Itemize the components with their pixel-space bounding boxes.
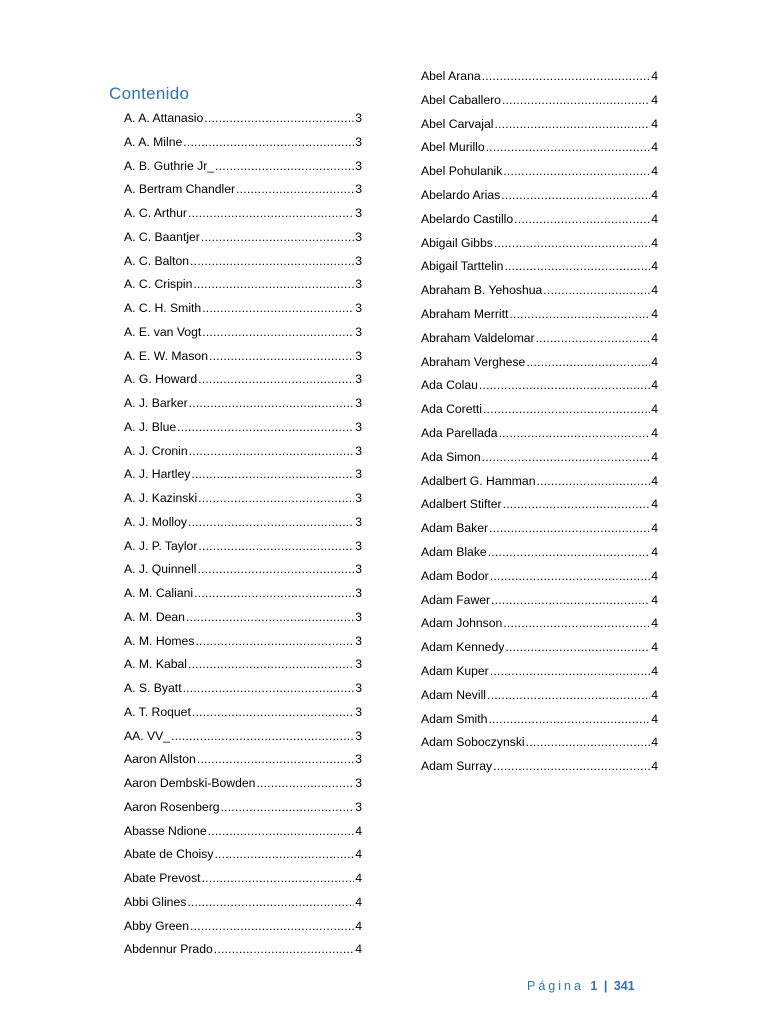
toc-entry-name: Abby Green xyxy=(124,918,190,933)
toc-entry-name: Abraham Merritt xyxy=(421,306,509,321)
toc-entry-page: 3 xyxy=(355,562,362,577)
toc-dot-leader xyxy=(189,393,355,413)
toc-entry[interactable] xyxy=(124,298,362,322)
toc-entry-name: A. J. Kazinski xyxy=(124,491,198,505)
toc-entry-name: A. J. Barker xyxy=(124,396,188,410)
toc-entry[interactable] xyxy=(124,536,362,560)
toc-entry[interactable] xyxy=(421,114,658,138)
toc-dot-leader xyxy=(503,494,651,514)
page-footer xyxy=(527,979,635,993)
toc-dot-leader xyxy=(190,916,354,936)
toc-dot-leader xyxy=(190,251,354,271)
toc-entry-name: A. M. Kabal xyxy=(124,657,187,672)
toc-entry-name: Abel Pohulanik xyxy=(421,164,503,179)
toc-dot-leader xyxy=(489,518,650,538)
toc-entry-page: 4 xyxy=(651,640,658,655)
toc-left-column xyxy=(124,108,362,963)
toc-entry-page: 4 xyxy=(355,942,362,957)
toc-entry[interactable] xyxy=(421,566,658,590)
toc-dot-leader xyxy=(188,203,354,223)
toc-entry[interactable] xyxy=(421,613,658,637)
toc-entry-name: A. J. Molloy xyxy=(124,514,187,529)
toc-entry[interactable] xyxy=(421,542,658,566)
toc-entry-page: 4 xyxy=(651,378,658,393)
toc-dot-leader xyxy=(490,566,650,586)
toc-entry-name: Abbi Glines xyxy=(124,894,187,909)
toc-entry-name: A. E. van Vogt xyxy=(124,324,202,339)
toc-entry-page: 4 xyxy=(651,330,658,345)
toc-entry-name: Abigail Gibbs xyxy=(421,235,493,250)
toc-dot-leader xyxy=(491,590,650,610)
toc-entry-name: Ada Coretti xyxy=(421,402,482,417)
toc-entry-page: 3 xyxy=(355,609,362,624)
toc-entry-name: Adam Blake xyxy=(421,544,487,559)
toc-dot-leader xyxy=(214,939,354,959)
toc-entry-page: 4 xyxy=(651,568,658,583)
toc-dot-leader xyxy=(488,542,651,562)
toc-entry-name: Adalbert Stifter xyxy=(421,497,502,512)
toc-entry-page: 4 xyxy=(651,140,658,155)
toc-dot-leader xyxy=(536,471,650,491)
toc-dot-leader xyxy=(202,322,354,342)
toc-entry-page: 4 xyxy=(651,259,658,274)
toc-entry[interactable] xyxy=(421,447,658,471)
toc-entry-page: 4 xyxy=(651,283,658,298)
toc-entry-name: A. M. Caliani xyxy=(124,586,194,600)
toc-entry-name: A. C. Balton xyxy=(124,253,190,268)
toc-entry-page: 3 xyxy=(355,229,362,244)
toc-entry-page: 4 xyxy=(651,449,658,464)
toc-entry-page: 4 xyxy=(651,663,658,678)
toc-dot-leader xyxy=(501,185,650,205)
toc-dot-leader xyxy=(504,256,650,276)
toc-entry[interactable] xyxy=(124,156,362,180)
toc-entry-name: A. B. Guthrie Jr_ xyxy=(124,158,215,173)
toc-dot-leader xyxy=(493,756,650,776)
toc-entry[interactable] xyxy=(421,375,658,399)
toc-entry-page: 3 xyxy=(355,396,362,410)
toc-entry-page: 4 xyxy=(651,187,658,202)
toc-entry[interactable] xyxy=(421,185,658,209)
toc-entry[interactable] xyxy=(124,726,362,750)
toc-entry[interactable] xyxy=(124,821,362,845)
toc-entry[interactable] xyxy=(421,66,658,90)
toc-dot-leader xyxy=(536,328,651,348)
toc-entry-name: Abigail Tarttelin xyxy=(421,259,504,274)
toc-entry[interactable] xyxy=(124,179,362,203)
toc-entry-name: Abel Caballero xyxy=(421,92,501,107)
toc-entry-page: 4 xyxy=(651,69,658,83)
toc-entry-page: 3 xyxy=(355,752,362,767)
toc-dot-leader xyxy=(543,280,650,300)
toc-entry-name: Abraham B. Yehoshua xyxy=(421,283,543,298)
toc-entry-name: Abraham Verghese xyxy=(421,354,526,369)
toc-entry-page: 4 xyxy=(651,402,658,417)
toc-entry[interactable] xyxy=(124,108,362,132)
toc-entry-page: 3 xyxy=(355,253,362,268)
toc-right-column xyxy=(421,66,658,780)
toc-entry-name: Adam Smith xyxy=(421,711,488,726)
toc-entry-name: A. J. P. Taylor xyxy=(124,538,198,553)
toc-entry-page: 3 xyxy=(355,372,362,387)
toc-dot-leader xyxy=(490,661,650,681)
toc-entry[interactable] xyxy=(124,274,362,298)
toc-entry-name: A. J. Cronin xyxy=(124,443,188,458)
toc-dot-leader xyxy=(187,892,354,912)
toc-dot-leader xyxy=(191,464,354,484)
toc-entry[interactable] xyxy=(421,399,658,423)
toc-dot-leader xyxy=(487,685,650,705)
toc-entry[interactable] xyxy=(124,464,362,488)
toc-dot-leader xyxy=(526,352,650,372)
toc-entry[interactable] xyxy=(421,756,658,780)
toc-entry[interactable] xyxy=(124,132,362,156)
toc-entry-page: 4 xyxy=(651,425,658,440)
toc-entry[interactable] xyxy=(124,631,362,655)
toc-dot-leader xyxy=(183,678,355,698)
toc-entry-name: A. J. Hartley xyxy=(124,467,191,482)
toc-entry[interactable] xyxy=(421,709,658,733)
toc-entry-page: 4 xyxy=(355,894,362,909)
toc-entry[interactable] xyxy=(421,685,658,709)
toc-dot-leader xyxy=(256,773,354,793)
toc-entry-page: 3 xyxy=(355,111,362,125)
toc-entry-name: A. C. H. Smith xyxy=(124,301,202,315)
toc-entry-name: A. C. Baantjer xyxy=(124,229,200,244)
toc-entry[interactable] xyxy=(124,773,362,797)
toc-entry-page: 4 xyxy=(651,592,658,607)
toc-dot-leader xyxy=(503,613,650,633)
toc-dot-leader xyxy=(193,274,354,294)
toc-dot-leader xyxy=(494,114,650,134)
toc-dot-leader xyxy=(208,821,355,841)
toc-entry[interactable] xyxy=(124,868,362,892)
toc-entry-page: 3 xyxy=(355,538,362,553)
toc-entry-name: Ada Parellada xyxy=(421,425,498,440)
toc-dot-leader xyxy=(197,559,354,579)
toc-entry-name: Aaron Dembski-Bowden xyxy=(124,776,256,790)
toc-entry[interactable] xyxy=(124,203,362,227)
toc-dot-leader xyxy=(509,304,650,324)
toc-entry[interactable] xyxy=(124,678,362,702)
toc-dot-leader xyxy=(186,607,354,627)
toc-dot-leader xyxy=(195,631,354,651)
toc-entry-page: 4 xyxy=(651,306,658,321)
toc-entry-page: 3 xyxy=(355,799,362,814)
toc-entry-name: A. E. W. Mason xyxy=(124,348,208,363)
toc-entry-name: A. M. Homes xyxy=(124,633,195,648)
toc-entry[interactable] xyxy=(421,137,658,161)
toc-dot-leader xyxy=(479,375,650,395)
toc-entry-name: Abelardo Arias xyxy=(421,187,501,202)
toc-entry-name: Adam Nevill xyxy=(421,687,487,702)
toc-entry[interactable] xyxy=(124,512,362,536)
toc-entry-name: Adam Soboczynski xyxy=(421,735,525,750)
toc-entry[interactable] xyxy=(124,607,362,631)
toc-entry-page: 3 xyxy=(355,681,362,695)
toc-entry-page: 3 xyxy=(355,134,362,149)
toc-entry[interactable] xyxy=(124,393,362,417)
toc-dot-leader xyxy=(505,637,650,657)
footer-page-number: 1 xyxy=(590,979,598,993)
toc-entry[interactable] xyxy=(124,322,362,346)
toc-entry[interactable] xyxy=(421,233,658,257)
toc-entry-name: A. J. Quinnell xyxy=(124,562,197,577)
toc-entry-page: 4 xyxy=(651,92,658,107)
toc-entry-page: 3 xyxy=(355,657,362,672)
toc-entry-name: Abasse Ndione xyxy=(124,823,207,838)
toc-entry-page: 4 xyxy=(651,211,658,226)
toc-dot-leader xyxy=(192,702,354,722)
toc-entry-page: 3 xyxy=(355,206,362,220)
toc-dot-leader xyxy=(503,161,650,181)
toc-entry-name: Adam Johnson xyxy=(421,616,503,631)
toc-entry-name: A. J. Blue xyxy=(124,419,177,434)
toc-entry-page: 4 xyxy=(355,847,362,862)
toc-entry-page: 3 xyxy=(355,704,362,719)
toc-entry-name: Abel Arana xyxy=(421,69,481,83)
toc-entry-page: 4 xyxy=(651,473,658,488)
toc-entry-name: A. C. Crispin xyxy=(124,277,193,292)
toc-entry-page: 4 xyxy=(651,235,658,250)
toc-entry-page: 3 xyxy=(355,633,362,648)
toc-dot-leader xyxy=(482,66,651,86)
toc-entry-name: AA. VV_ xyxy=(124,728,171,743)
toc-entry[interactable] xyxy=(124,797,362,821)
toc-entry-page: 4 xyxy=(651,759,658,774)
toc-dot-leader xyxy=(502,90,650,110)
toc-entry-name: Aaron Rosenberg xyxy=(124,799,220,814)
toc-entry[interactable] xyxy=(421,280,658,304)
toc-entry[interactable] xyxy=(124,892,362,916)
toc-entry[interactable] xyxy=(421,590,658,614)
toc-dot-leader xyxy=(214,844,354,864)
toc-title: Contenido xyxy=(109,84,190,103)
toc-dot-leader xyxy=(499,423,651,443)
toc-entry[interactable] xyxy=(421,471,658,495)
toc-entry[interactable] xyxy=(421,209,658,233)
toc-dot-leader xyxy=(204,108,354,128)
toc-dot-leader xyxy=(486,137,651,157)
toc-entry-page: 3 xyxy=(355,586,362,600)
toc-entry-page: 3 xyxy=(355,514,362,529)
toc-dot-leader xyxy=(188,654,354,674)
toc-entry-name: Abelardo Castillo xyxy=(421,211,514,226)
toc-entry-page: 4 xyxy=(651,544,658,559)
toc-entry-page: 3 xyxy=(355,158,362,173)
toc-entry[interactable] xyxy=(421,637,658,661)
toc-entry[interactable] xyxy=(124,916,362,940)
toc-dot-leader xyxy=(198,488,354,508)
toc-entry-name: Ada Simon xyxy=(421,449,481,464)
toc-entry-name: A. G. Howard xyxy=(124,372,198,387)
toc-entry-page: 4 xyxy=(651,616,658,631)
toc-entry[interactable] xyxy=(124,441,362,465)
toc-entry-page: 3 xyxy=(355,348,362,363)
toc-entry-name: A. M. Dean xyxy=(124,609,185,624)
toc-dot-leader xyxy=(201,227,354,247)
toc-entry-page: 3 xyxy=(355,467,362,482)
toc-dot-leader xyxy=(183,132,354,152)
toc-entry-page: 3 xyxy=(355,277,362,292)
toc-entry-name: A. Bertram Chandler xyxy=(124,182,236,197)
toc-dot-leader xyxy=(198,369,354,389)
toc-dot-leader xyxy=(488,709,650,729)
footer-page-label: Página xyxy=(527,979,584,993)
toc-entry[interactable] xyxy=(421,518,658,542)
toc-entry[interactable] xyxy=(421,256,658,280)
toc-dot-leader xyxy=(215,156,354,176)
toc-entry-name: Abraham Valdelomar xyxy=(421,330,535,345)
toc-dot-leader xyxy=(194,583,354,603)
toc-entry[interactable] xyxy=(124,346,362,370)
toc-entry-name: Adam Baker xyxy=(421,521,489,536)
toc-entry-name: A. A. Milne xyxy=(124,134,183,149)
toc-entry-page: 4 xyxy=(651,354,658,369)
toc-entry-page: 3 xyxy=(355,776,362,790)
toc-entry-page: 4 xyxy=(651,164,658,179)
toc-entry-page: 3 xyxy=(355,443,362,458)
toc-entry[interactable] xyxy=(421,90,658,114)
toc-entry[interactable] xyxy=(421,494,658,518)
toc-entry-name: Adam Bodor xyxy=(421,568,489,583)
toc-entry-page: 4 xyxy=(355,871,362,885)
toc-entry[interactable] xyxy=(421,328,658,352)
toc-entry[interactable] xyxy=(124,488,362,512)
toc-entry-page: 3 xyxy=(355,182,362,197)
toc-dot-leader xyxy=(482,447,651,467)
toc-entry[interactable] xyxy=(124,417,362,441)
toc-entry-name: A. A. Attanasio xyxy=(124,111,204,125)
toc-entry-page: 3 xyxy=(355,324,362,339)
toc-entry-page: 4 xyxy=(355,918,362,933)
toc-dot-leader xyxy=(483,399,650,419)
toc-entry-page: 3 xyxy=(355,301,362,315)
toc-entry-page: 4 xyxy=(651,711,658,726)
toc-entry[interactable] xyxy=(124,654,362,678)
toc-dot-leader xyxy=(202,868,355,888)
toc-entry-name: A. C. Arthur xyxy=(124,206,187,220)
toc-entry-name: Adam Fawer xyxy=(421,592,491,607)
toc-dot-leader xyxy=(189,441,355,461)
toc-dot-leader xyxy=(209,346,354,366)
toc-entry-name: A. T. Roquet xyxy=(124,704,191,719)
toc-entry[interactable] xyxy=(421,661,658,685)
toc-entry[interactable] xyxy=(124,227,362,251)
toc-entry[interactable] xyxy=(124,844,362,868)
toc-entry-page: 4 xyxy=(651,687,658,702)
toc-entry-name: Adalbert G. Hamman xyxy=(421,473,536,488)
toc-entry[interactable] xyxy=(421,352,658,376)
toc-dot-leader xyxy=(202,298,354,318)
toc-entry-page: 3 xyxy=(355,419,362,434)
toc-dot-leader xyxy=(526,732,651,752)
toc-entry-name: Adam Surray xyxy=(421,759,493,774)
toc-entry-page: 4 xyxy=(651,497,658,512)
toc-entry[interactable] xyxy=(421,423,658,447)
footer-separator: | xyxy=(603,979,608,993)
toc-entry-name: Abdennur Prado xyxy=(124,942,213,957)
toc-entry-page: 3 xyxy=(355,728,362,743)
toc-dot-leader xyxy=(514,209,650,229)
toc-dot-leader xyxy=(494,233,650,253)
toc-entry-name: A. S. Byatt xyxy=(124,681,182,695)
toc-entry[interactable] xyxy=(124,939,362,963)
toc-entry-page: 4 xyxy=(651,521,658,536)
toc-entry-name: Abate Prevost xyxy=(124,871,201,885)
toc-entry[interactable] xyxy=(124,702,362,726)
toc-entry-name: Adam Kennedy xyxy=(421,640,505,655)
toc-entry[interactable] xyxy=(421,732,658,756)
toc-dot-leader xyxy=(177,417,354,437)
toc-dot-leader xyxy=(198,536,354,556)
toc-entry[interactable] xyxy=(421,161,658,185)
toc-entry-page: 4 xyxy=(651,116,658,131)
toc-entry-page: 3 xyxy=(355,491,362,505)
toc-dot-leader xyxy=(236,179,354,199)
toc-entry[interactable] xyxy=(124,559,362,583)
toc-entry-name: Aaron Allston xyxy=(124,752,196,767)
toc-dot-leader xyxy=(171,726,354,746)
toc-dot-leader xyxy=(188,512,354,532)
toc-entry-page: 4 xyxy=(651,735,658,750)
toc-entry[interactable] xyxy=(421,304,658,328)
footer-total-pages: 341 xyxy=(613,979,635,993)
toc-entry[interactable] xyxy=(124,749,362,773)
toc-entry-page: 4 xyxy=(355,823,362,838)
toc-entry[interactable] xyxy=(124,583,362,607)
toc-entry[interactable] xyxy=(124,369,362,393)
toc-entry-name: Abate de Choisy xyxy=(124,847,214,862)
toc-entry-name: Ada Colau xyxy=(421,378,478,393)
toc-dot-leader xyxy=(197,749,354,769)
toc-entry-name: Abel Murillo xyxy=(421,140,485,155)
toc-entry-name: Adam Kuper xyxy=(421,663,489,678)
toc-entry-name: Abel Carvajal xyxy=(421,116,494,131)
toc-dot-leader xyxy=(221,797,355,817)
toc-entry[interactable] xyxy=(124,251,362,275)
